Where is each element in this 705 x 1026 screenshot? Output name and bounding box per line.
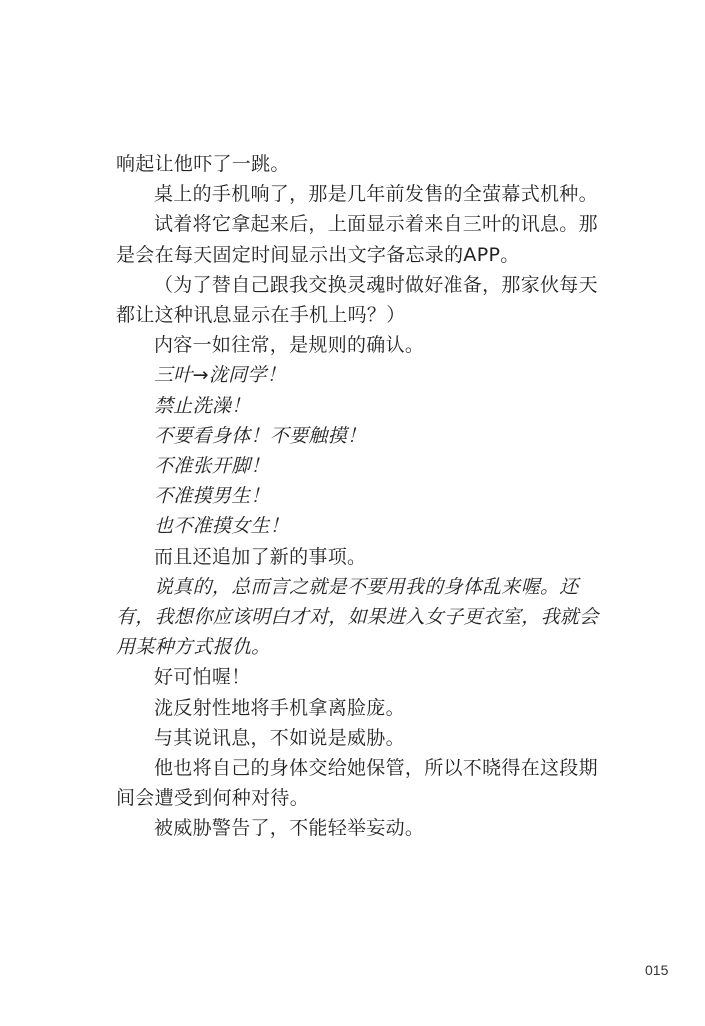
paragraph-15: 泷反射性地将手机拿离脸庞。 [154, 696, 405, 719]
message-line-3: 不要看身体！不要触摸！ [154, 424, 367, 447]
paragraph-5: 内容一如往常，是规则的确认。 [154, 334, 425, 357]
page-number: 015 [645, 962, 669, 978]
message-line-1: 三叶→泷同学！ [154, 364, 287, 387]
message-line-6: 也不准摸女生！ [154, 515, 290, 538]
message-line-4: 不准张开脚！ [154, 455, 270, 478]
paragraph-16: 与其说讯息，不如说是威胁。 [154, 726, 405, 749]
body-text [116, 149, 616, 844]
message-addendum: 说真的，总而言之就是不要用我的身体乱来喔。还有，我想你应该明白才对，如果进入女子更衣室，我就会用某种方式报仇。 [116, 575, 599, 659]
paragraph-18: 被威胁警告了，不能轻举妄动。 [154, 817, 425, 840]
paragraph-12: 而且还追加了新的事项。 [154, 545, 367, 568]
message-line-5: 不准摸男生！ [154, 485, 270, 508]
paragraph-1: 响起让他吓了一跳。 [116, 153, 290, 175]
paragraph-17: 他也将自己的身体交给她保管，所以不晓得在这段期间会遭受到何种对待。 [116, 757, 598, 810]
paragraph-4: （为了替自己跟我交换灵魂时做好准备，那家伙每天都让这种讯息显示在手机上吗？） [116, 273, 598, 327]
paragraph-14: 好可怕喔！ [154, 666, 251, 689]
message-line-2: 禁止洗澡！ [154, 394, 251, 417]
paragraph-3: 试着将它拿起来后，上面显示着来自三叶的讯息。那是会在每天固定时间显示出文字备忘录的APP。 [116, 213, 598, 266]
paragraph-2: 桌上的手机响了，那是几年前发售的全萤幕式机种。 [154, 183, 598, 206]
